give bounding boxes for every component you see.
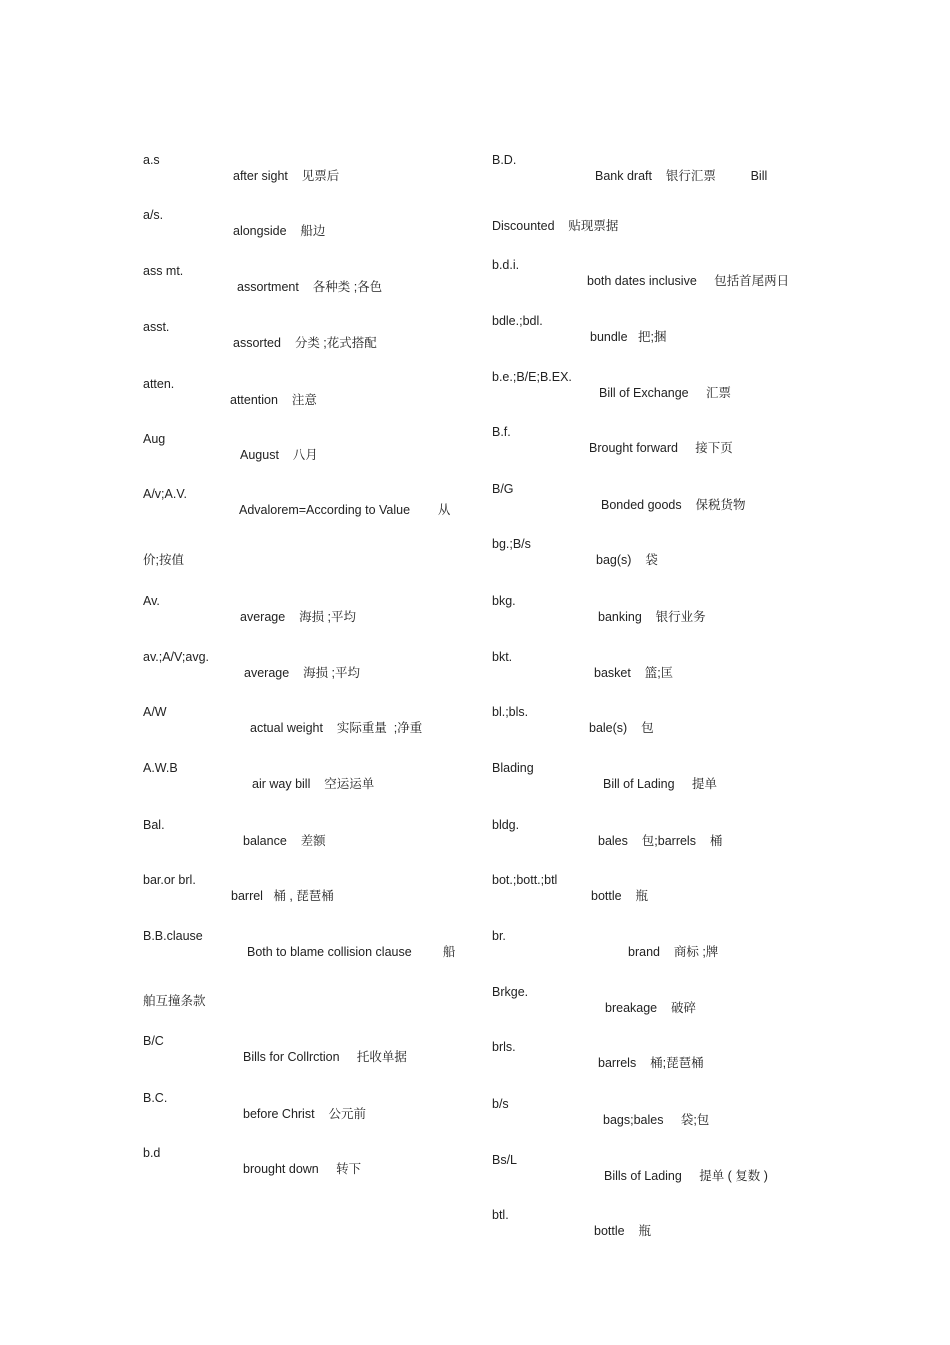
- entry-abbreviation: atten.: [143, 377, 175, 391]
- entry: [492, 1080, 710, 1127]
- entry-abbreviation: Bs/L: [492, 1153, 518, 1167]
- entry-meaning: assorted 分类 ;花式搭配: [233, 336, 377, 350]
- entry: [492, 353, 732, 400]
- entry-abbreviation: a.s: [143, 153, 160, 167]
- entry: [492, 801, 723, 848]
- entry-meaning: basket 篮;匡: [594, 666, 674, 680]
- entry-meaning: bags;bales 袋;包: [603, 1113, 710, 1127]
- entry-abbreviation: brls.: [492, 1040, 516, 1054]
- entry-abbreviation: asst.: [143, 320, 170, 334]
- entry-meaning: balance 差额: [243, 834, 326, 848]
- entry-abbreviation: bar.or brl.: [143, 873, 196, 887]
- entry-meaning: Bill of Lading 提单: [603, 777, 717, 791]
- entry: [143, 191, 326, 238]
- entry-abbreviation: b.d.i.: [492, 258, 520, 272]
- entry-abbreviation: B/C: [143, 1034, 164, 1048]
- entry-meaning: assortment 各种类 ;各色: [237, 280, 383, 294]
- entry-meaning: Brought forward 接下页: [589, 441, 733, 455]
- entry-abbreviation: Brkge.: [492, 985, 529, 999]
- entry: [143, 1129, 362, 1176]
- entry-meaning: Bill of Exchange 汇票: [599, 386, 732, 400]
- entry-meaning: brand 商标 ;牌: [628, 945, 719, 959]
- entry-meaning: Bills for Collrction 托收单据: [243, 1050, 407, 1064]
- entry: [143, 744, 375, 791]
- entry-meaning: Bonded goods 保税货物: [601, 498, 746, 512]
- entry-abbreviation: B.B.clause: [143, 929, 203, 943]
- entry-meaning: attention 注意: [230, 393, 317, 407]
- entry-meaning: bundle 把;捆: [590, 330, 667, 344]
- entry: [143, 1074, 366, 1121]
- entry-abbreviation: bdle.;bdl.: [492, 314, 543, 328]
- entry-meaning: Both to blame collision clause 船: [247, 945, 456, 959]
- entry-meaning: Bank draft 银行汇票 Bill: [595, 169, 768, 183]
- entry-abbreviation: b.e.;B/E;B.EX.: [492, 370, 572, 384]
- entry: [492, 136, 768, 183]
- entry-abbreviation: br.: [492, 929, 506, 943]
- entry-abbreviation: b.d: [143, 1146, 161, 1160]
- entry: [143, 303, 377, 350]
- entry-abbreviation: bl.;bls.: [492, 705, 529, 719]
- entry: [143, 688, 423, 735]
- entry-abbreviation: bg.;B/s: [492, 537, 531, 551]
- entry: [143, 1017, 407, 1064]
- entry-abbreviation: av.;A/V;avg.: [143, 650, 210, 664]
- entry-meaning: Bills of Lading 提单 ( 复数 ): [604, 1169, 768, 1183]
- entry: [492, 577, 706, 624]
- entry: [492, 688, 654, 735]
- entry-meaning: air way bill 空运运单: [252, 777, 375, 791]
- entry-abbreviation: A/W: [143, 705, 167, 719]
- entry-meaning: Discounted 贴现票据: [492, 219, 619, 233]
- entry-abbreviation: A/v;A.V.: [143, 487, 188, 501]
- entry: [492, 912, 719, 959]
- entry-abbreviation: B.f.: [492, 425, 511, 439]
- entry: [143, 856, 334, 903]
- entry: [492, 520, 658, 567]
- entry-abbreviation: B.D.: [492, 153, 517, 167]
- entry: [492, 241, 790, 288]
- entry-abbreviation: bldg.: [492, 818, 520, 832]
- entry: [492, 856, 648, 903]
- entry-abbreviation: A.W.B: [143, 761, 178, 775]
- entry: [143, 801, 326, 848]
- entry-abbreviation: B.C.: [143, 1091, 168, 1105]
- entry-abbreviation: b/s: [492, 1097, 509, 1111]
- entry-meaning: alongside 船边: [233, 224, 326, 238]
- entry: [143, 415, 318, 462]
- entry-meaning: bales 包;barrels 桶: [598, 834, 723, 848]
- entry-abbreviation: Bal.: [143, 818, 165, 832]
- entry: [143, 912, 456, 959]
- entry-meaning: breakage 破碎: [605, 1001, 697, 1015]
- entry-meaning: barrels 桶;琵琶桶: [598, 1056, 704, 1070]
- entry: [143, 247, 383, 294]
- entry-meaning: banking 银行业务: [598, 610, 706, 624]
- entry-abbreviation: bot.;bott.;btl: [492, 873, 558, 887]
- entry-meaning: after sight 见票后: [233, 169, 340, 183]
- entry: [492, 408, 733, 455]
- entry: [143, 633, 361, 680]
- entry: [492, 1023, 704, 1070]
- entry-abbreviation: B/G: [492, 482, 514, 496]
- entry-abbreviation: btl.: [492, 1208, 509, 1222]
- entry-meaning: 价;按值: [143, 553, 184, 567]
- entry-meaning: before Christ 公元前: [243, 1107, 366, 1121]
- entry-abbreviation: Aug: [143, 432, 166, 446]
- entry: [143, 360, 317, 407]
- entry-meaning: bale(s) 包: [589, 721, 654, 735]
- entry-meaning: bottle 瓶: [591, 889, 648, 903]
- entry-meaning: brought down 转下: [243, 1162, 362, 1176]
- entry-meaning: August 八月: [240, 448, 318, 462]
- entry-continuation: [143, 520, 184, 567]
- entry: [492, 297, 667, 344]
- entry-meaning: barrel 桶 , 琵琶桶: [231, 889, 334, 903]
- entry-meaning: actual weight 实际重量 ;净重: [250, 721, 423, 735]
- entry-abbreviation: ass mt.: [143, 264, 184, 278]
- entry-meaning: bottle 瓶: [594, 1224, 651, 1238]
- entry: [492, 633, 674, 680]
- entry: [143, 470, 451, 517]
- entry: [492, 1191, 651, 1238]
- entry-abbreviation: bkt.: [492, 650, 513, 664]
- entry-continuation: [492, 186, 619, 233]
- entry-meaning: 舶互撞条款: [143, 994, 206, 1008]
- entry-meaning: average 海损 ;平均: [240, 610, 357, 624]
- entry-meaning: bag(s) 袋: [596, 553, 658, 567]
- entry-abbreviation: a/s.: [143, 208, 164, 222]
- entry: [492, 465, 746, 512]
- entry: [492, 744, 717, 791]
- entry: [143, 136, 340, 183]
- entry-abbreviation: Av.: [143, 594, 160, 608]
- entry-meaning: average 海损 ;平均: [244, 666, 361, 680]
- entry-meaning: Advalorem=According to Value 从: [239, 503, 451, 517]
- entry-abbreviation: Blading: [492, 761, 534, 775]
- entry: [492, 1136, 768, 1183]
- entry-abbreviation: bkg.: [492, 594, 516, 608]
- entry-continuation: [143, 961, 206, 1008]
- entry-meaning: both dates inclusive 包括首尾两日: [587, 274, 790, 288]
- entry: [143, 577, 357, 624]
- entry: [492, 968, 697, 1015]
